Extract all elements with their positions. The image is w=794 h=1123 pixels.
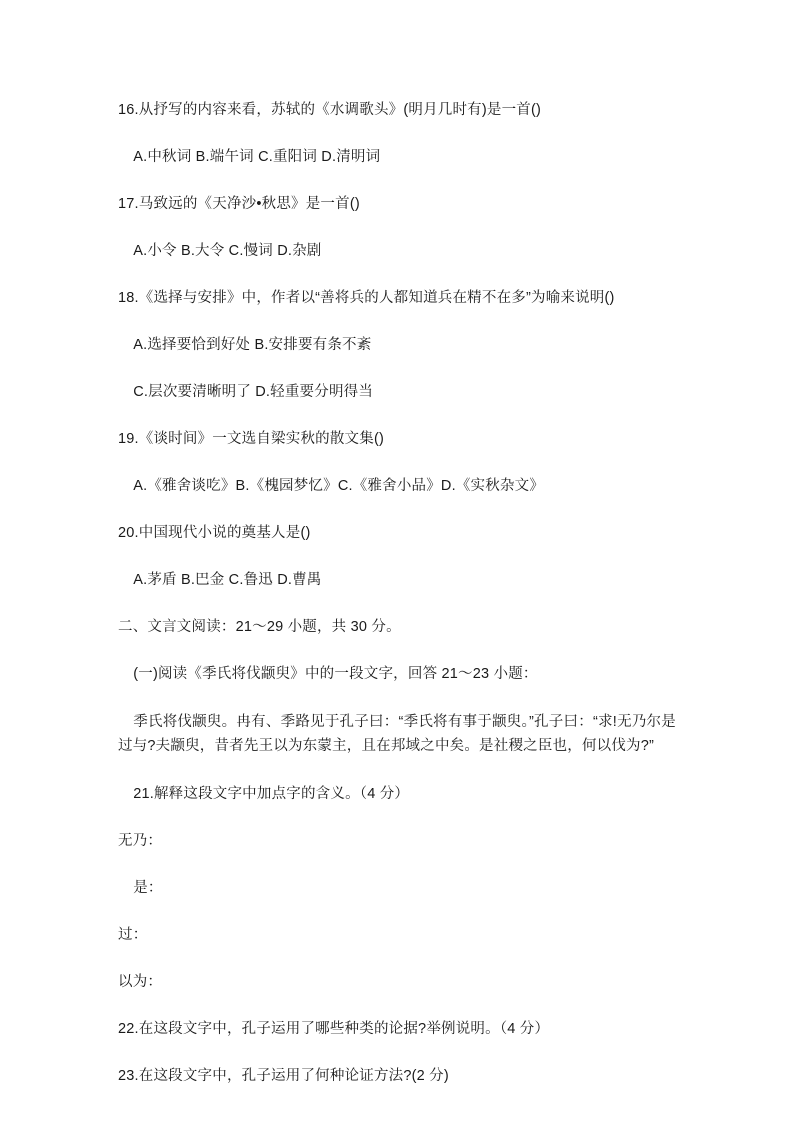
question-21: 21.解释这段文字中加点字的含义。（4 分） — [133, 786, 410, 803]
question-23: 23.在这段文字中，孔子运用了何种论证方法?(2 分) — [118, 1068, 449, 1085]
question-21-blank-guo: 过： — [118, 927, 148, 944]
question-21-blank-wunai: 无乃： — [118, 833, 163, 850]
question-19-options: A.《雅舍谈吃》B.《槐园梦忆》C.《雅舍小品》D.《实秋杂文》 — [133, 478, 545, 495]
reading-passage-one: 季氏将伐颛臾。冉有、季路见于孔子曰：“季氏将有事于颛臾。”孔子曰：“求!无乃尔是过与?夫颛臾，昔者先王以为东蒙主，且在邦域之中矣。是社稷之臣也，何以伐为?” — [118, 714, 676, 754]
section-heading-two: 二、文言文阅读：21～29 小题，共 30 分。 — [118, 619, 401, 636]
question-19: 19.《谈时间》一文选自梁实秋的散文集() — [118, 431, 385, 448]
subsection-one-instruction: (一)阅读《季氏将伐颛臾》中的一段文字，回答 21～23 小题： — [133, 666, 538, 683]
question-18-options-ab: A.选择要恰到好处 B.安排要有条不紊 — [133, 337, 372, 354]
document-body — [118, 100, 676, 1087]
question-20-options: A.茅盾 B.巴金 C.鲁迅 D.曹禺 — [133, 572, 322, 589]
question-16: 16.从抒写的内容来看，苏轼的《水调歌头》(明月几时有)是一首() — [118, 102, 542, 118]
question-18-options-cd: C.层次要清晰明了 D.轻重要分明得当 — [133, 384, 374, 401]
question-17: 17.马致远的《天净沙•秋思》是一首() — [118, 196, 360, 213]
question-18: 18.《选择与安排》中，作者以“善将兵的人都知道兵在精不在多”为喻来说明() — [118, 290, 615, 307]
question-16-options: A.中秋词 B.端午词 C.重阳词 D.清明词 — [133, 149, 381, 166]
question-21-blank-shi: 是： — [133, 880, 163, 897]
question-21-blank-yiwei: 以为： — [118, 974, 163, 991]
question-17-options: A.小令 B.大令 C.慢词 D.杂剧 — [133, 243, 322, 260]
question-22: 22.在这段文字中，孔子运用了哪些种类的论据?举例说明。（4 分） — [118, 1021, 550, 1038]
question-20: 20.中国现代小说的奠基人是() — [118, 525, 311, 542]
